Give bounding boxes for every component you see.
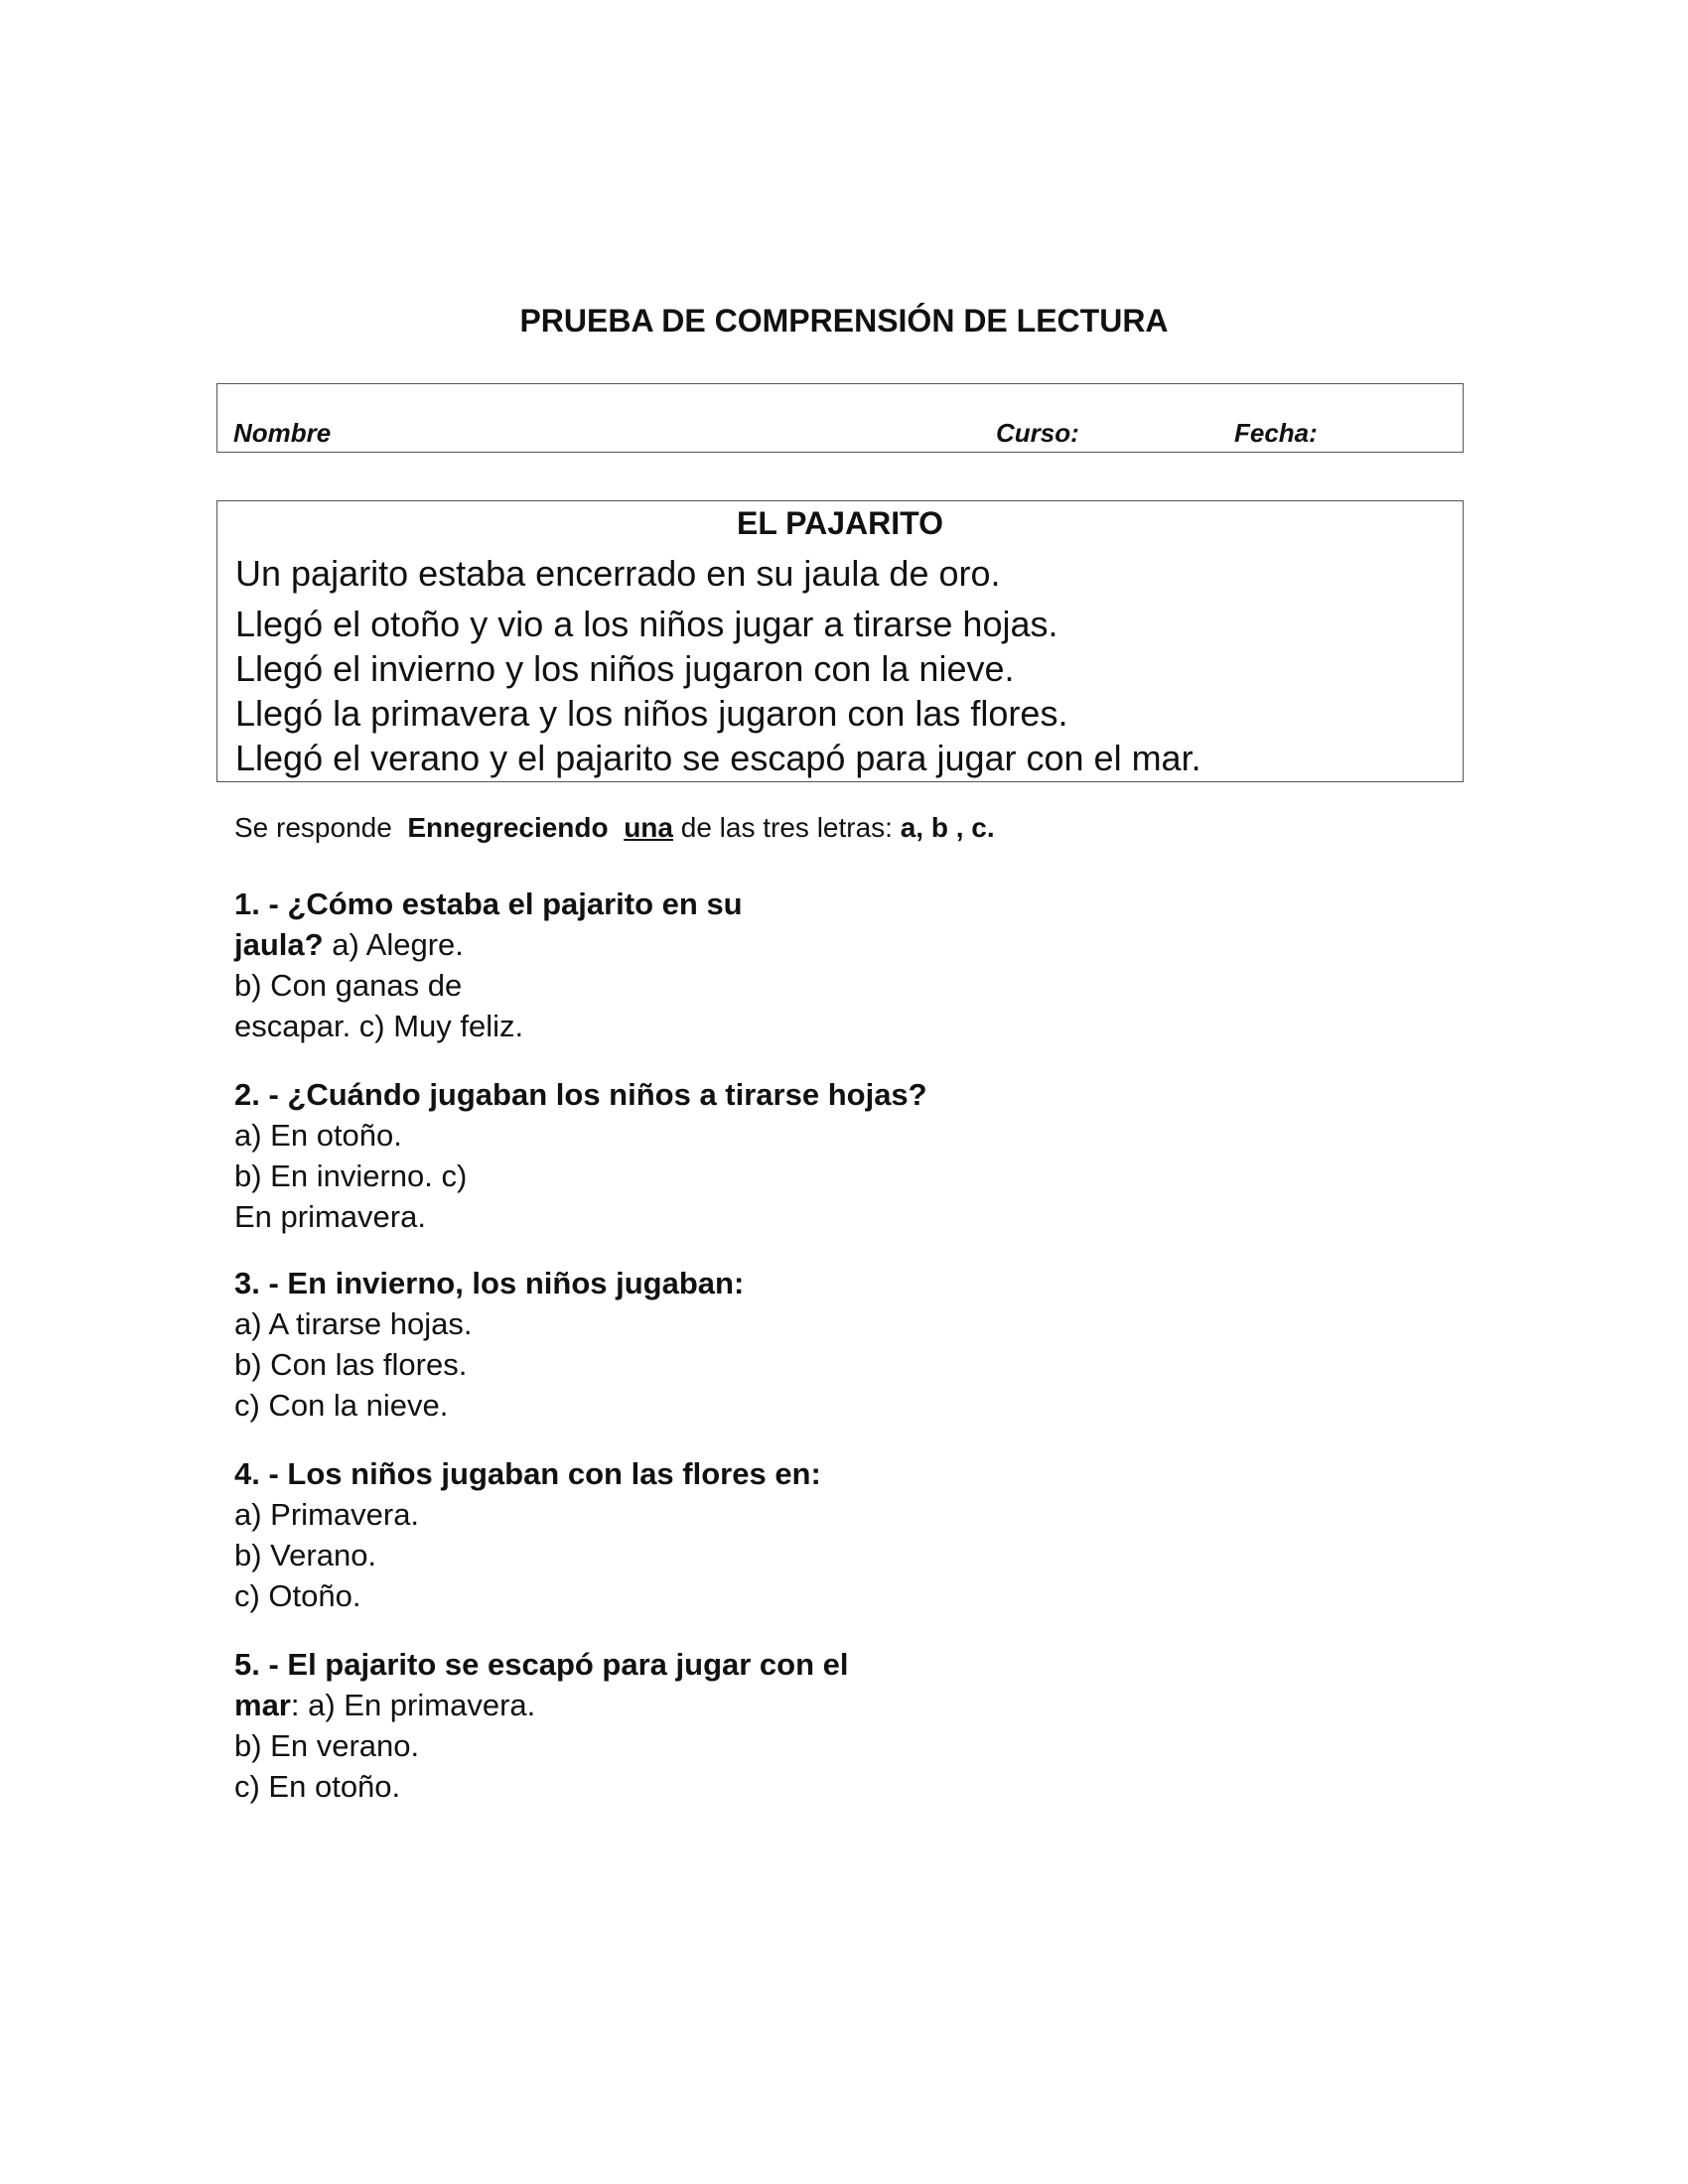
date-label: Fecha:: [1234, 418, 1318, 448]
question-line: [234, 1685, 849, 1725]
answer-option[interactable]: escapar. c) Muy feliz.: [234, 1009, 524, 1043]
answer-option[interactable]: b) En verano.: [234, 1728, 420, 1763]
question-line: [234, 924, 743, 965]
question-3: [234, 1263, 744, 1426]
question-text: 2. - ¿Cuándo jugaban los niños a tirarse hojas?: [234, 1077, 927, 1112]
answer-option[interactable]: c) Con la nieve.: [234, 1388, 449, 1423]
answer-option[interactable]: a) A tirarse hojas.: [234, 1306, 473, 1341]
answer-option[interactable]: : a) En primavera.: [290, 1688, 536, 1722]
question-text: 5. - El pajarito se escapó para jugar con el: [234, 1647, 849, 1682]
answer-option[interactable]: b) Verano.: [234, 1538, 377, 1572]
instructions-text: Se responde: [234, 812, 392, 843]
question-text: 1. - ¿Cómo estaba el pajarito en su: [234, 887, 743, 921]
answer-option[interactable]: b) Con las flores.: [234, 1347, 468, 1382]
course-label: Curso:: [996, 418, 1079, 448]
story-title: EL PAJARITO: [736, 505, 944, 541]
answer-option[interactable]: a) Alegre.: [323, 927, 464, 962]
story-line: Llegó la primavera y los niños jugaron con las flores.: [235, 693, 1068, 734]
story-box: [216, 500, 1464, 782]
question-text: 4. - Los niños jugaban con las flores en:: [234, 1456, 821, 1491]
answer-option[interactable]: En primavera.: [234, 1199, 426, 1234]
page-title: PRUEBA DE COMPRENSIÓN DE LECTURA: [519, 303, 1169, 339]
answer-option[interactable]: c) Otoño.: [234, 1578, 361, 1613]
instructions-text-2: de las tres letras:: [680, 812, 893, 843]
instructions: [234, 812, 995, 844]
question-5: [234, 1644, 849, 1807]
story-line: Llegó el verano y el pajarito se escapó para jugar con el mar.: [235, 738, 1201, 778]
instructions-letters: a, b , c.: [900, 812, 995, 843]
instructions-underlined-word: una: [624, 812, 673, 843]
question-text-bold: mar: [234, 1688, 291, 1722]
answer-option[interactable]: b) Con ganas de: [234, 968, 463, 1003]
answer-option[interactable]: a) En otoño.: [234, 1118, 402, 1153]
question-2: [234, 1074, 927, 1237]
question-1: [234, 884, 743, 1046]
instructions-bold-word: Ennegreciendo: [407, 812, 609, 843]
story-line: Llegó el otoño y vio a los niños jugar a tirarse hojas.: [235, 604, 1058, 644]
question-text-bold: jaula?: [234, 927, 324, 962]
story-line: Un pajarito estaba encerrado en su jaula de oro.: [235, 553, 1001, 594]
question-text: 3. - En invierno, los niños jugaban:: [234, 1266, 745, 1300]
answer-option[interactable]: b) En invierno. c): [234, 1159, 468, 1193]
name-label: Nombre: [233, 418, 332, 448]
answer-option[interactable]: a) Primavera.: [234, 1497, 420, 1532]
student-info-box: [216, 383, 1464, 453]
answer-option[interactable]: c) En otoño.: [234, 1769, 401, 1804]
question-4: [234, 1453, 821, 1616]
story-line: Llegó el invierno y los niños jugaron con la nieve.: [235, 648, 1015, 689]
